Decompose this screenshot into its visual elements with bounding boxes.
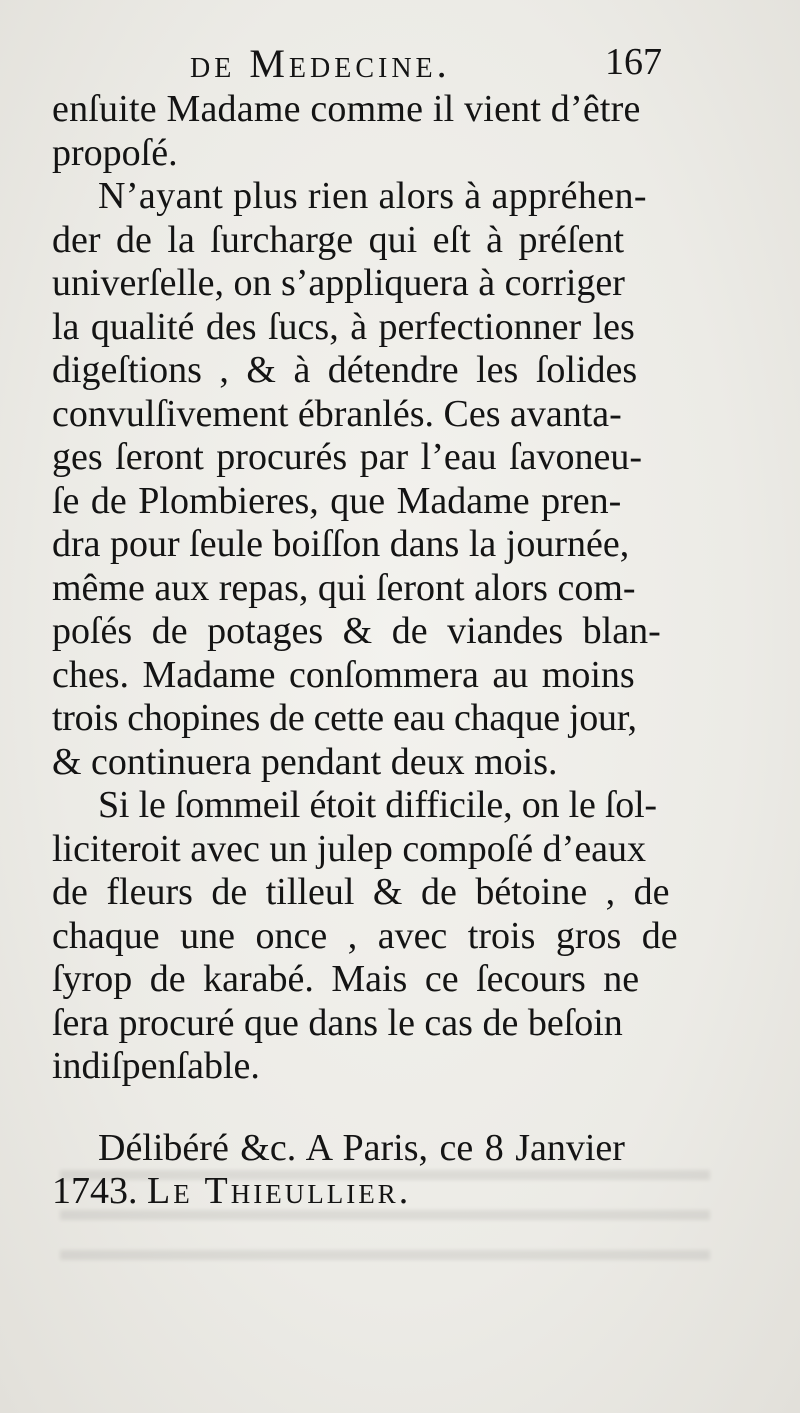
running-title: de Medecine. <box>190 41 451 86</box>
running-header <box>190 40 670 90</box>
text-line: même aux repas, qui ſeront alors com- <box>52 566 636 609</box>
body-text <box>52 88 682 1214</box>
text-line: propoſé. <box>52 131 178 174</box>
text-line: dra pour ſeule boiſſon dans la journée, <box>52 523 630 565</box>
text-line: enſuite Madame comme il vient d’être <box>52 88 641 130</box>
text-line: liciteroit avec un julep compoſé d’eaux <box>52 827 647 870</box>
text-line: & continuera pendant deux mois. <box>52 740 558 783</box>
text-line: ſyrop de karabé. Mais ce ſecours ne <box>52 958 640 1000</box>
text-line: der de la ſurcharge qui eſt à préſent <box>52 218 624 261</box>
closing-line: Délibéré &c. A Paris, ce 8 Janvier <box>98 1126 625 1169</box>
text-line: chaque une once , avec trois gros de <box>52 914 678 957</box>
text-line: ſera procuré que dans le cas de beſoin <box>52 1001 623 1044</box>
page-number: 167 <box>605 41 662 83</box>
text-line: ges ſeront procurés par l’eau ſavoneu- <box>52 436 643 478</box>
text-line: univerſelle, on s’appliquera à corriger <box>52 262 625 304</box>
text-line: la qualité des ſucs, à perfectionner les <box>52 305 635 348</box>
closing-signature-line <box>52 1170 682 1214</box>
paragraph-first-line: N’ayant plus rien alors à appréhen- <box>98 175 647 217</box>
signature: Le Thieullier. <box>147 1170 412 1212</box>
text-line: convulſivement ébranlés. Ces avanta- <box>52 392 622 435</box>
closing-year: 1743. <box>52 1170 147 1212</box>
text-line: poſés de potages & de viandes blan- <box>52 610 661 652</box>
text-line: ches. Madame conſommera au moins <box>52 653 635 696</box>
text-line: ſe de Plombieres, que Madame pren- <box>52 479 622 522</box>
paragraph-first-line: Si le ſommeil étoit difficile, on le ſol- <box>98 784 657 826</box>
text-line: de fleurs de tilleul & de bétoine , de <box>52 871 670 913</box>
text-line: digeſtions , & à détendre les ſolides <box>52 349 638 391</box>
text-line: indiſpenſable. <box>52 1045 260 1087</box>
text-line: trois chopines de cette eau chaque jour, <box>52 697 637 739</box>
